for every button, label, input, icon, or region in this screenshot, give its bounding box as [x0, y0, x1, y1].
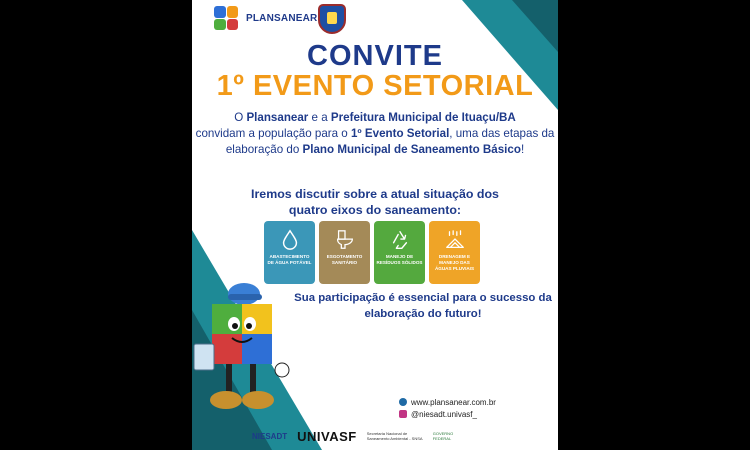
instagram-handle[interactable]: @niesadt.univasf_: [411, 409, 477, 419]
participation-message: Sua participação é essencial para o sucesso da elaboração do futuro!: [294, 292, 552, 320]
puzzle-logo-icon: [214, 6, 238, 30]
snsa-logo: Secretaria Nacional de Saneamento Ambiental - SNSA: [366, 431, 423, 441]
niesadt-logo: NIESADT: [252, 431, 288, 441]
title-convite: CONVITE: [307, 40, 443, 72]
sanitation-axes: [264, 221, 480, 284]
globe-icon: [399, 398, 407, 406]
recycle-icon: [389, 229, 411, 251]
puzzle-mascot-illustration: [192, 280, 302, 430]
plansanear-logo: [214, 6, 317, 30]
gov-federal-logo: GOVERNO FEDERAL: [432, 431, 454, 441]
card-solid-waste: MANEJO DE RESÍDUOS SÓLIDOS: [374, 221, 425, 284]
discussion-heading: Iremos discutir sobre a atual situação dos quatro eixos do saneamento:: [251, 187, 499, 217]
card-water-supply: ABASTECIMENTO DE ÁGUA POTÁVEL: [264, 221, 315, 284]
card-sewage: ESGOTAMENTO SANITÁRIO: [319, 221, 370, 284]
rain-drainage-icon: [444, 229, 466, 251]
title-event: 1º EVENTO SETORIAL: [216, 70, 534, 102]
intro-text: O Plansanear e a Prefeitura Municipal de Ituaçu/BA convidam a população para o 1º Evento Setorial, uma das etapas da elaboração do Plano Municipal de Saneamento Básico!: [195, 111, 555, 156]
invitation-poster: [192, 0, 558, 450]
instagram-icon: [399, 410, 407, 418]
contact-links: [399, 396, 496, 420]
card-drainage: DRENAGEM E MANEJO DAS ÁGUAS PLUVIAIS: [429, 221, 480, 284]
website-link[interactable]: www.plansanear.com.br: [411, 397, 496, 407]
brand-name: PLANSANEAR: [246, 12, 318, 24]
partner-logos: [252, 426, 552, 446]
water-drop-icon: [279, 229, 301, 251]
univasf-logo: UNIVASF: [297, 428, 357, 444]
toilet-icon: [334, 229, 356, 251]
municipal-crest-icon: [318, 4, 346, 34]
